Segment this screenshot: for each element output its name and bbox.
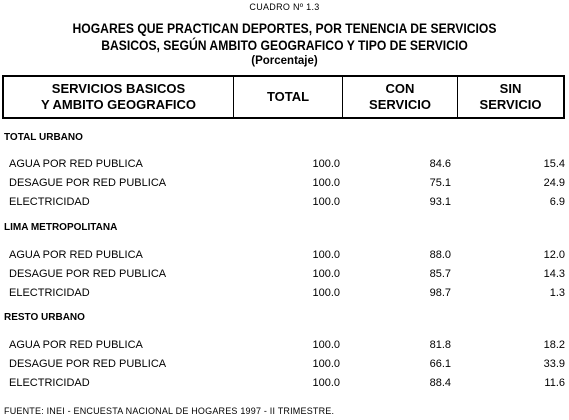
header-con-servicio [343, 77, 457, 117]
row-sin-servicio: 24.9 [543, 177, 565, 189]
row-con-servicio: 88.0 [429, 249, 451, 261]
row-label: AGUA POR RED PUBLICA [9, 158, 143, 170]
row-sin-servicio: 1.3 [549, 287, 565, 299]
row-con-servicio: 66.1 [429, 358, 451, 370]
table-number: CUADRO Nº 1.3 [249, 2, 320, 12]
table-row [0, 356, 569, 372]
header-con-line-2: SERVICIO [369, 97, 431, 112]
row-con-servicio: 75.1 [429, 177, 451, 189]
row-sin-servicio: 15.4 [543, 158, 565, 170]
row-label: AGUA POR RED PUBLICA [9, 339, 143, 351]
row-con-servicio: 84.6 [429, 158, 451, 170]
row-con-servicio: 81.8 [429, 339, 451, 351]
row-total: 100.0 [312, 339, 340, 351]
table-row [0, 285, 569, 301]
table-subtitle: (Porcentaje) [251, 55, 318, 67]
section-lima-metropolitana: LIMA METROPOLITANA [4, 222, 118, 233]
header-sin-servicio [458, 77, 563, 117]
table-row [0, 375, 569, 391]
table-row [0, 156, 569, 172]
row-con-servicio: 98.7 [429, 287, 451, 299]
section-resto-urbano: RESTO URBANO [4, 312, 85, 323]
row-con-servicio: 88.4 [429, 377, 451, 389]
header-servicios [4, 77, 233, 117]
row-con-servicio: 85.7 [429, 268, 451, 280]
section-total-urbano: TOTAL URBANO [4, 132, 83, 143]
row-total: 100.0 [312, 287, 340, 299]
title-line-1: HOGARES QUE PRACTICAN DEPORTES, POR TENENCIA DE SERVICIOS [72, 21, 497, 36]
table-row [0, 194, 569, 210]
table-row [0, 337, 569, 353]
table-row [0, 175, 569, 191]
table-row [0, 247, 569, 263]
row-total: 100.0 [312, 249, 340, 261]
row-sin-servicio: 14.3 [543, 268, 565, 280]
row-con-servicio: 93.1 [429, 196, 451, 208]
row-total: 100.0 [312, 177, 340, 189]
row-sin-servicio: 11.6 [544, 377, 565, 389]
row-total: 100.0 [312, 358, 340, 370]
table-title [28, 20, 540, 54]
row-label: ELECTRICIDAD [9, 196, 90, 208]
table-row [0, 266, 569, 282]
header-total [234, 77, 342, 117]
header-servicios-line-1: SERVICIOS BASICOS [51, 81, 186, 96]
row-label: AGUA POR RED PUBLICA [9, 249, 143, 261]
source-note: FUENTE: INEI - ENCUESTA NACIONAL DE HOGARES 1997 - II TRIMESTRE. [4, 406, 335, 416]
row-sin-servicio: 12.0 [543, 249, 565, 261]
row-label: ELECTRICIDAD [9, 287, 90, 299]
row-label: DESAGUE POR RED PUBLICA [9, 177, 167, 189]
row-total: 100.0 [312, 158, 340, 170]
row-sin-servicio: 6.9 [549, 196, 565, 208]
row-label: DESAGUE POR RED PUBLICA [9, 268, 167, 280]
row-total: 100.0 [312, 268, 340, 280]
header-servicios-line-2: Y AMBITO GEOGRAFICO [40, 97, 197, 112]
header-total-label: TOTAL [266, 89, 310, 104]
title-line-2: BASICOS, SEGÚN AMBITO GEOGRAFICO Y TIPO DE SERVICIO [101, 38, 468, 53]
row-sin-servicio: 33.9 [543, 358, 565, 370]
row-total: 100.0 [312, 196, 340, 208]
row-total: 100.0 [312, 377, 340, 389]
row-label: DESAGUE POR RED PUBLICA [9, 358, 167, 370]
header-sin-line-2: SERVICIO [479, 97, 542, 112]
table-header [2, 75, 565, 119]
header-con-line-1: CON [385, 81, 415, 96]
row-label: ELECTRICIDAD [9, 377, 90, 389]
row-sin-servicio: 18.2 [543, 339, 565, 351]
header-sin-line-1: SIN [499, 81, 522, 96]
